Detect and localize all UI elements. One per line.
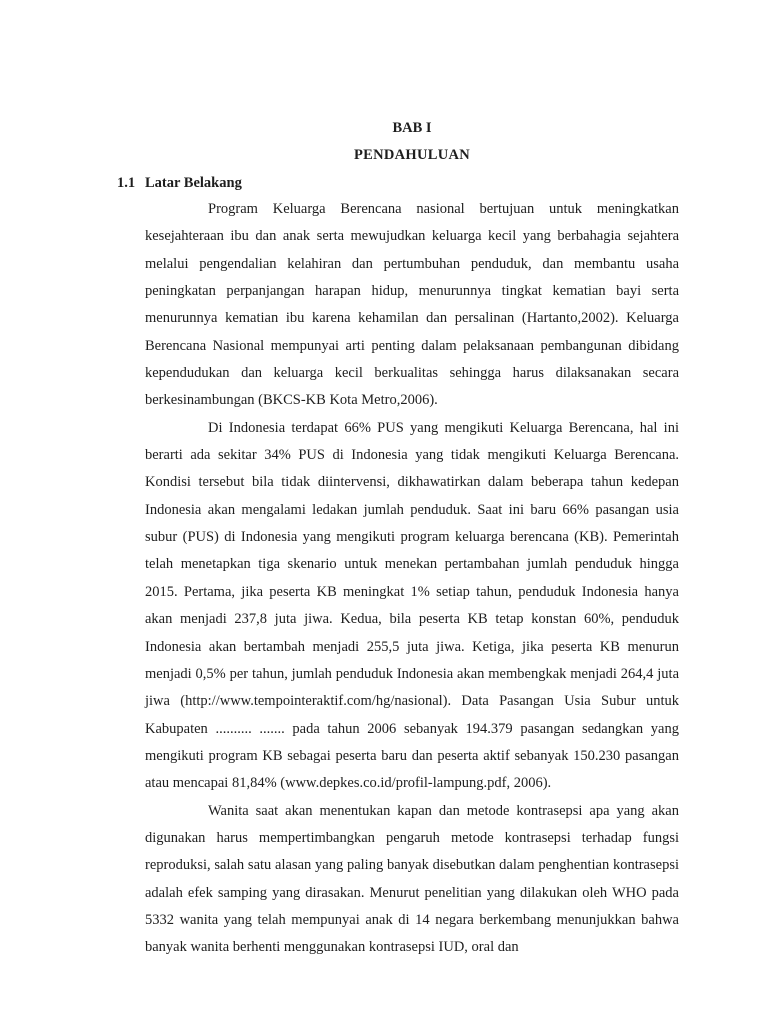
paragraph: Di Indonesia terdapat 66% PUS yang mengikuti Keluarga Berencana, hal ini berarti ada sekitar 34% PUS di Indonesia yang tidak mengikuti Keluarga Berencana. Kondisi tersebut bila tidak diintervensi, dikhawatirkan dalam beberapa tahun kedepan Indonesia akan mengalami ledakan jumlah penduduk. Saat ini baru 66% pasangan usia subur (PUS) di Indonesia yang mengikuti program keluarga berencana (KB). Pemerintah telah menetapkan tiga skenario untuk menekan pertambahan jumlah penduduk hingga 2015. Pertama, jika peserta KB meningkat 1% setiap tahun, penduduk Indonesia hanya akan menjadi 237,8 juta jiwa. Kedua, bila peserta KB tetap konstan 60%, penduduk Indonesia akan bertambah menjadi 255,5 juta jiwa. Ketiga, jika peserta KB menurun menjadi 0,5% per tahun, jumlah penduduk Indonesia akan membengkak menjadi 264,4 juta jiwa (http://www.tempointeraktif.com/hg/nasional). Data Pasangan Usia Subur untuk Kabupaten .......... ....... pada tahun 2006 sebanyak 194.379 pasangan sedangkan yang mengikuti program KB sebagai peserta baru dan peserta aktif sebanyak 150.230 pasangan atau mencapai 81,84% (www.depkes.co.id/profil-lampung.pdf, 2006). — [145, 419, 679, 792]
paragraph: Program Keluarga Berencana nasional bertujuan untuk meningkatkan kesejahteraan ibu dan anak serta mewujudkan keluarga kecil yang berbahagia sejahtera melalui pengendalian kelahiran dan pertumbuhan penduduk, dan membantu usaha peningkatan perpanjangan harapan hidup, menurunnya tingkat kematian bayi serta menurunnya kematian ibu karena kehamilan dan persalinan (Hartanto,2002). Keluarga Berencana Nasional mempunyai arti penting dalam pelaksanaan pembangunan dibidang kependudukan dan keluarga kecil berkualitas sehingga harus dilaksanakan secara berkesinambungan (BKCS-KB Kota Metro,2006). — [145, 201, 679, 409]
paragraph: Wanita saat akan menentukan kapan dan metode kontrasepsi apa yang akan digunakan harus mempertimbangkan pengaruh metode kontrasepsi terhadap fungsi reproduksi, salah satu alasan yang paling banyak disebutkan dalam penghentian kontrasepsi adalah efek samping yang dirasakan. Menurut penelitian yang dilakukan oleh WHO pada 5332 wanita yang telah mempunyai anak di 14 negara berkembang menunjukkan bahwa banyak wanita berhenti menggunakan kontrasepsi IUD, oral dan — [145, 802, 679, 956]
section-title: Latar Belakang — [145, 175, 242, 191]
section-heading — [117, 173, 242, 193]
section-number: 1.1 — [117, 175, 136, 191]
chapter-title: PENDAHULUAN — [353, 147, 471, 163]
body-text — [145, 196, 679, 962]
chapter-number: BAB I — [392, 120, 432, 136]
